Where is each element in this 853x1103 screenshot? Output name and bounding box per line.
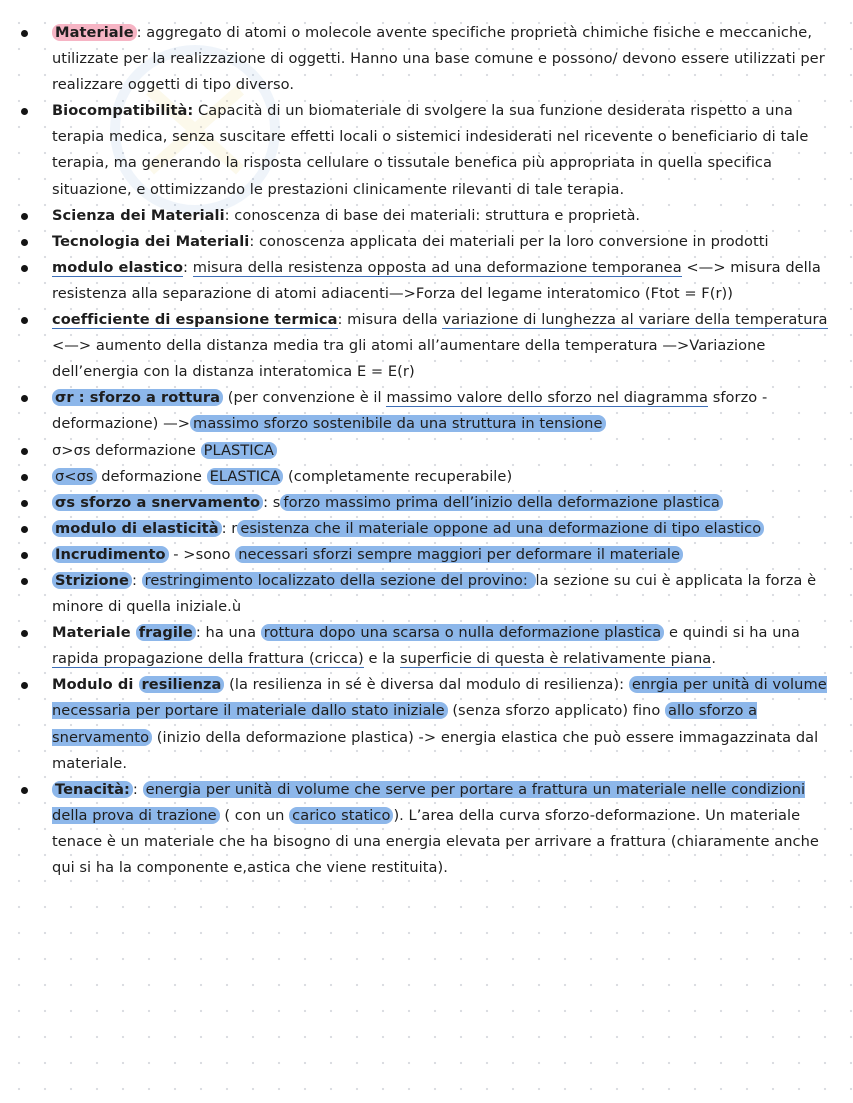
definition: : r — [221, 519, 238, 537]
term: Strizione — [52, 572, 132, 589]
definition-highlighted: allo sforzo a snervamento — [52, 702, 758, 746]
term: Scienza dei Materiali — [52, 206, 225, 224]
definition: deformazione — [90, 441, 201, 459]
definition: (la resilienza in sé è diversa dal modulo di resilienza): — [224, 676, 629, 694]
list-item-modulo-elastico — [0, 255, 853, 307]
definition: (per convenzione è il — [223, 389, 387, 407]
definition: <—> misura della resistenza alla separazione di atomi adiacenti—>Forza del legame interatomico (Ftot = F(r)) — [52, 258, 821, 302]
term: σ>σs — [52, 441, 91, 459]
list-item-sforzo-rottura — [0, 385, 853, 437]
definition: la sezione su cui è applicata la forza è minore di quella iniziale.ù — [52, 571, 817, 616]
definition: - >sono — [168, 545, 236, 563]
definition: e la — [363, 650, 400, 668]
definition: (inizio della deformazione plastica) -> energia elastica che può essere immagazzinata dal materiale. — [52, 728, 819, 772]
definition-highlighted: energia per unità di volume che serve per portare a frattura un materiale nelle condizioni della prova di trazione — [52, 780, 806, 824]
list-item-tenacita — [0, 777, 853, 881]
list-item-sforzo-snervamento — [0, 490, 853, 516]
definition: : — [183, 258, 193, 276]
definition-highlighted: PLASTICA — [201, 442, 277, 459]
definition-highlighted: carico statico — [289, 807, 393, 824]
definitions-list — [0, 20, 853, 881]
list-item-biocompatibilita — [0, 98, 853, 202]
definition: <—> aumento della distanza media tra gli atomi all’aumentare della temperatura —>Variazione dell’energia con la distanza interatomica E = E(r) — [52, 337, 766, 381]
term-highlighted: resilienza — [139, 676, 225, 693]
definition: : misura della — [337, 311, 443, 329]
list-item-materiale — [0, 20, 853, 98]
definition: sforzo - deformazione) —> — [52, 389, 768, 433]
definition: ( con un — [219, 806, 290, 824]
term: Biocompatibilità: — [52, 102, 194, 120]
term-highlighted: fragile — [136, 624, 196, 641]
term: Tenacità: — [52, 781, 133, 798]
definition: : conoscenza di base dei materiali: struttura e proprietà. — [224, 206, 641, 224]
definition-highlighted: rottura dopo una scarsa o nulla deformazione plastica — [261, 624, 664, 641]
definition-highlighted: restringimento localizzato della sezione del provino: — [142, 572, 536, 589]
list-item-scienza-materiali — [0, 203, 853, 229]
list-item-modulo-elasticita — [0, 516, 853, 542]
definition: . — [711, 650, 717, 668]
definition: deformazione — [96, 467, 207, 485]
definition-highlighted: necessari sforzi sempre maggiori per deformare il materiale — [235, 546, 683, 563]
list-item-materiale-fragile — [0, 620, 853, 672]
term: σ<σs — [52, 468, 97, 485]
list-item-deformazione-elastica — [0, 464, 853, 490]
term: Materiale — [52, 624, 136, 642]
definition: (senza sforzo applicato) fino — [447, 702, 666, 720]
term: modulo di elasticità — [52, 520, 222, 537]
list-item-tecnologia-materiali — [0, 229, 853, 255]
term: σr : sforzo a rottura — [52, 389, 223, 406]
list-item-deformazione-plastica — [0, 438, 853, 464]
definition: : conoscenza applicata dei materiali per la loro conversione in prodotti — [249, 232, 769, 250]
definition: (completamente recuperabile) — [283, 467, 513, 485]
definition-underlined: rapida propagazione della frattura (cricca) — [52, 650, 364, 668]
term: coefficiente di espansione termica — [52, 311, 338, 329]
notes-page — [0, 20, 853, 881]
term: Incrudimento — [52, 546, 169, 563]
definition-underlined: massimo valore dello sforzo nel diagramma — [386, 389, 709, 407]
definition-highlighted: enrgia per unità di volume necessaria per portare il materiale dallo stato iniziale — [52, 676, 827, 720]
list-item-strizione — [0, 568, 853, 620]
list-item-incrudimento — [0, 542, 853, 568]
definition: ). L’area della curva sforzo-deformazione. Un materiale tenace è un materiale che ha bisogno di una energia elevata per arrivare a frattura (chiaramente anche qui si ha la componente e,astica che viene restituita). — [52, 806, 819, 876]
definition: : ha una — [195, 624, 261, 642]
definition-underlined: superficie di questa è relativamente piana — [400, 650, 712, 668]
definition-highlighted: forzo massimo prima dell’inizio della deformazione plastica — [280, 494, 722, 511]
term: Modulo di — [52, 676, 139, 694]
definition: : — [131, 571, 142, 589]
definition: Capacità di un biomateriale di svolgere la sua funzione desiderata rispetto a una terapia medica, senza suscitare effetti locali o sistemici indesiderati nel ricevente o beneficiario di tale terapia, ma generando la risposta cellulare o tissutale benefica più appropriata in quella specifica situazione, e ottimizzando le prestazioni clinicamente rilevanti di tale terapia. — [52, 102, 809, 198]
definition: : — [132, 780, 143, 798]
term: σs sforzo a snervamento — [52, 494, 263, 511]
term: Tecnologia dei Materiali — [52, 232, 250, 250]
definition-highlighted: ELASTICA — [207, 468, 284, 485]
term: modulo elastico — [52, 258, 184, 276]
definition: : aggregato di atomi o molecole avente specifiche proprietà chimiche fisiche e meccaniche, utilizzate per la realizzazione di oggetti. Hanno una base comune e possono/ devono essere utilizzati per realizzare oggetti di tipo diverso. — [52, 24, 825, 94]
definition: e quindi si ha una — [664, 624, 800, 642]
definition: : s — [263, 493, 281, 511]
list-item-coefficiente-espansione — [0, 307, 853, 385]
definition-highlighted: massimo sforzo sostenibile da una struttura in tensione — [190, 415, 605, 432]
definition-highlighted: esistenza che il materiale oppone ad una deformazione di tipo elastico — [237, 520, 764, 537]
definition-underlined: misura della resistenza opposta ad una deformazione temporanea — [192, 258, 682, 276]
list-item-modulo-resilienza — [0, 672, 853, 776]
term: Materiale — [52, 24, 137, 41]
definition-underlined: variazione di lunghezza al variare della temperatura — [442, 311, 828, 329]
